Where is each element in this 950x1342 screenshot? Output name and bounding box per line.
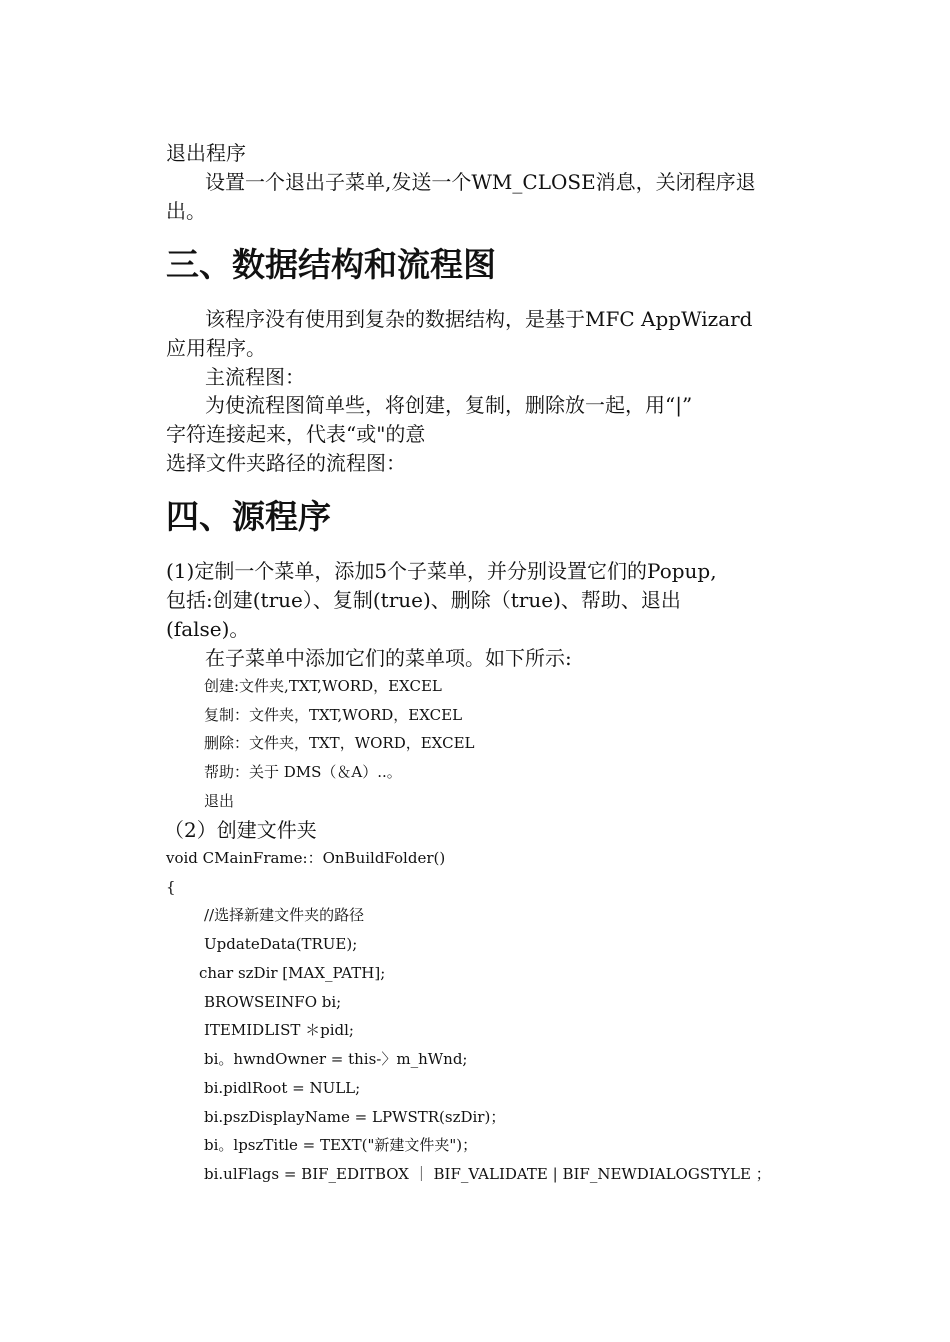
text-line: 该程序没有使用到复杂的数据结构，是基于MFC AppWizard — [205, 307, 753, 331]
text-line: 为使流程图简单些，将创建，复制，删除放一起，用“|” — [205, 393, 693, 417]
text-line: 应用程序。 — [166, 336, 266, 360]
code-line: char szDir [MAX_PATH]; — [199, 964, 386, 982]
text-line: 主流程图： — [205, 365, 305, 389]
code-line: UpdateData(TRUE); — [204, 935, 358, 953]
text-line: 出。 — [166, 199, 206, 223]
code-line: bi.ulFlags = BIF_EDITBOX ｜ BIF_VALIDATE | BIF_NEWDIALOGSTYLE ； — [204, 1165, 771, 1183]
section-heading: 四、源程序 — [166, 497, 331, 536]
code-line: ITEMIDLIST ＊pidl; — [204, 1021, 354, 1039]
menu-list-item: 退出 — [204, 792, 235, 810]
code-line: bi。hwndOwner = this-〉m_hWnd; — [204, 1050, 468, 1068]
text-line: 包括:创建(true）、复制(true)、删除（true)、帮助、退出 — [166, 588, 681, 612]
subsection-title: （2）创建文件夹 — [164, 818, 317, 842]
text-line: (1)定制一个菜单，添加5个子菜单，并分别设置它们的Popup, — [166, 559, 717, 583]
code-line: bi.pszDisplayName = LPWSTR(szDir)； — [204, 1108, 506, 1126]
code-line: bi。lpszTitle = TEXT("新建文件夹")； — [204, 1136, 478, 1154]
code-line: void CMainFrame:：OnBuildFolder() — [166, 849, 446, 867]
code-line: { — [166, 878, 176, 896]
text-line: 退出程序 — [166, 141, 246, 165]
menu-list-item: 创建:文件夹,TXT,WORD，EXCEL — [204, 677, 442, 695]
menu-list-item: 帮助：关于 DMS（＆A）..。 — [204, 763, 402, 781]
code-line: bi.pidlRoot = NULL; — [204, 1079, 361, 1097]
text-line: (false)。 — [166, 617, 250, 641]
text-line: 选择文件夹路径的流程图： — [166, 451, 406, 475]
text-line: 在子菜单中添加它们的菜单项。如下所示: — [205, 646, 572, 670]
menu-list-item: 复制：文件夹，TXT,WORD，EXCEL — [204, 706, 463, 724]
text-line: 设置一个退出子菜单,发送一个WM_CLOSE消息，关闭程序退 — [205, 170, 756, 194]
menu-list-item: 删除：文件夹，TXT，WORD，EXCEL — [204, 734, 475, 752]
section-heading: 三、数据结构和流程图 — [166, 245, 496, 284]
text-line: 字符连接起来，代表“或"的意 — [166, 422, 426, 446]
code-line: //选择新建文件夹的路径 — [204, 906, 365, 924]
code-line: BROWSEINFO bi; — [204, 993, 342, 1011]
